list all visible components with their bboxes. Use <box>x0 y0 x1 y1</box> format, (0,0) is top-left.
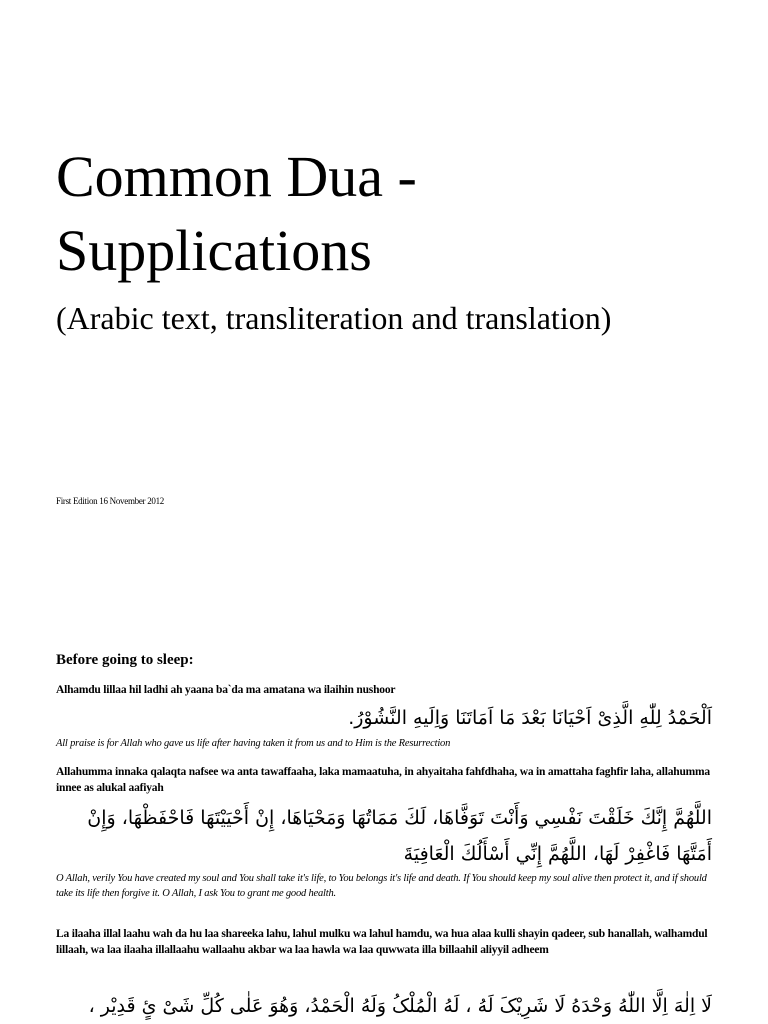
dua-3-transliteration: La ilaaha illal laahu wah da hu laa shareeka lahu, lahul mulku wa lahul hamdu, wa hua alaa kulli shayin qadeer, sub hanallah, walhamdul lillaah, wa laa ilaaha illallaahu wallaahu akbar wa laa hawla wa laa quwwata illa billaahil aliyyil adheem <box>56 928 708 956</box>
dua-1-arabic: اَلْحَمْدُ لِلّٰهِ الَّذِىْ اَحْيَانَا بَعْدَ مَا اَمَاتَنَا وَاِلَيهِ النَّشُوْرُ. <box>348 707 712 729</box>
dua-2-transliteration: Allahumma innaka qalaqta nafsee wa anta tawaffaaha, laka mamaatuha, in ahyaitaha fahfdhaha, wa in amattaha faghfir laha, allahumma innee as alukal aafiyah <box>56 766 710 794</box>
document-title: Common Dua - Supplications <box>56 144 417 283</box>
dua-1-translation: All praise is for Allah who gave us life after having taken it from us and to Him is the Resurrection <box>56 738 451 749</box>
dua-3-arabic: لَا اِلٰهَ اِلَّا اللّٰهُ وَحْدَهُ لَا شَرِيْکَ لَهُ ، لَهُ الْمُلْکُ وَلَهُ الْحَمْدُ، وَهُوَ عَلٰی کُلِّ شَیْ ئٍ قَدِيْر ، <box>88 995 712 1017</box>
dua-2-translation: O Allah, verily You have created my soul and You shall take it's life, to You belongs it's life and death. If You should keep my soul alive then protect it, and if should take its life then forgive it. O Allah, I ask You to grant me good health. <box>56 873 707 899</box>
document-subtitle: (Arabic text, transliteration and translation) <box>56 300 612 336</box>
dua-2-arabic: اللَّهُمَّ إِنَّكَ خَلَقْتَ نَفْسِي وَأَنْتَ تَوَفَّاهَا، لَكَ مَمَاتُهَا وَمَحْيَاهَا، إِنْ أَحْيَيْتَهَا فَاحْفَظْهَا، وَإِنْ أَمَتَّهَا فَاغْفِرْ لَهَا، اللَّهُمَّ إِنِّي أَسْأَلُكَ الْعَافِيَةَ <box>87 807 712 865</box>
dua-1-transliteration: Alhamdu lillaa hil ladhi ah yaana ba`da ma amatana wa ilaihin nushoor <box>56 684 396 696</box>
edition-note: First Edition 16 November 2012 <box>56 496 164 506</box>
section-heading: Before going to sleep: <box>56 652 194 668</box>
